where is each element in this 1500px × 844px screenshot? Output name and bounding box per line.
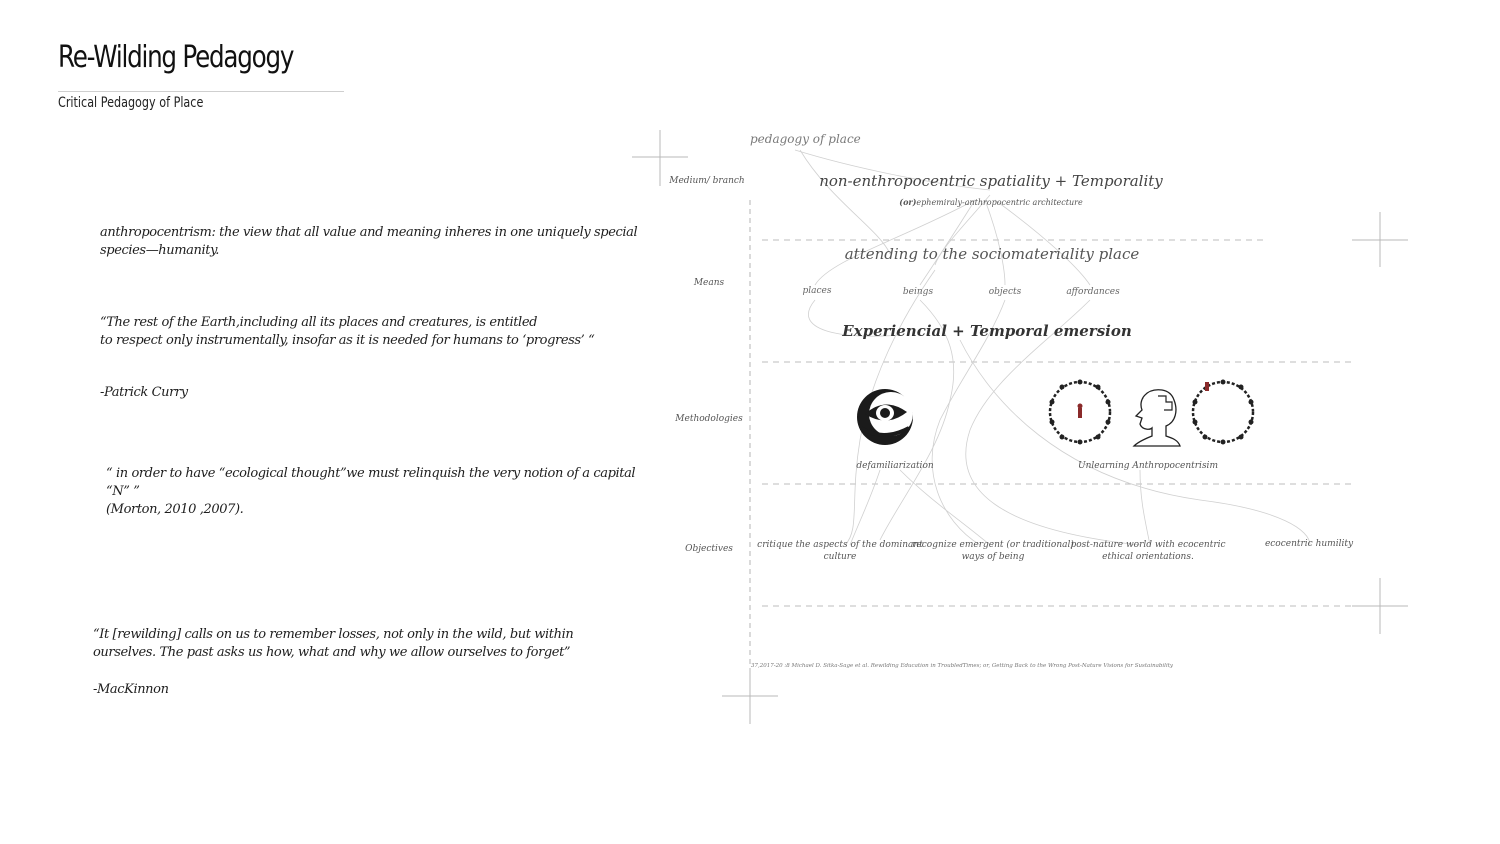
objective-recognize — [912, 539, 1074, 563]
objective-post-nature-line-2: ethical orientations. — [1102, 552, 1194, 562]
objective-recognize-line-2: ways of being — [961, 552, 1025, 562]
animal-ring-icon — [1187, 376, 1259, 448]
objective-post-nature — [1070, 539, 1225, 563]
human-head-icon — [1132, 384, 1184, 448]
means-item-affordances: affordances — [1066, 287, 1120, 297]
means-item-places: places — [802, 286, 832, 296]
animal-ring-icon — [1044, 376, 1116, 448]
page-title: Re-Wilding Pedagogy — [58, 40, 294, 75]
connector-curves — [795, 150, 1310, 545]
medium-main: non-enthropocentric spatiality + Temporality — [819, 172, 1163, 190]
means-item-beings: beings — [902, 287, 934, 297]
mackinnon-line-2: ourselves. The past asks us how, what and why we allow ourselves to forget” — [93, 645, 571, 660]
objective-recognize-line-1: recognize emergent (or traditional) — [912, 540, 1074, 550]
means-main: attending to the sociomateriality place — [844, 245, 1140, 263]
curry-line-2: to respect only instrumentally, insofar as it is needed for humans to ‘progress’ “ — [100, 333, 595, 348]
means-item-objects: objects — [988, 287, 1022, 297]
medium-sub-rest: ephemiraly-anthropocentric architecture — [916, 198, 1083, 207]
citation: 37,2017-20 :8 Michael D. Sitka-Sage et al. Rewilding Education in TroubledTimes; or, Getting Back to the Wrong Post-Nature Visions for Sustainability — [751, 663, 1174, 669]
medium-sub-prefix: (or) — [899, 197, 917, 207]
row-label-medium: Medium/ branch — [669, 176, 745, 186]
mackinnon-author: -MacKinnon — [93, 682, 169, 697]
objective-critique-line-1: critique the aspects of the dominant — [757, 540, 923, 550]
morton-line-2: “N” ” — [106, 484, 140, 499]
objective-humility: ecocentric humility — [1264, 539, 1354, 549]
objective-post-nature-line-1: post-nature world with ecocentric — [1070, 540, 1226, 550]
objective-critique — [757, 539, 923, 563]
curry-author: -Patrick Curry — [100, 385, 188, 400]
mackinnon-line-1: “It [rewilding] calls on us to remember losses, not only in the wild, but within — [93, 627, 574, 642]
eye-icon — [855, 384, 917, 450]
methodology-defamiliarization: defamiliarization — [856, 461, 934, 471]
methodology-unlearning: Unlearning Anthropocentrisim — [1078, 461, 1218, 471]
morton-line-1: “ in order to have “ecological thought”we must relinquish the very notion of a capital — [106, 466, 636, 481]
emersion-heading: Experiencial + Temporal emersion — [842, 322, 1132, 340]
row-label-objectives: Objectives — [685, 544, 733, 554]
definition-line-2: species—humanity. — [100, 243, 220, 258]
diagram-root: pedagogy of place — [750, 132, 861, 146]
objective-critique-line-2: culture — [823, 552, 857, 562]
medium-sub — [899, 197, 1082, 207]
page-subtitle: Critical Pedagogy of Place — [58, 95, 204, 111]
morton-line-3: (Morton, 2010 ,2007). — [106, 502, 244, 517]
row-label-means: Means — [693, 278, 725, 288]
definition-line-1: anthropocentrism: the view that all value and meaning inheres in one uniquely special — [100, 225, 638, 240]
curry-line-1: “The rest of the Earth,including all its places and creatures, is entitled — [100, 315, 538, 330]
row-label-methodologies: Methodologies — [675, 414, 743, 424]
